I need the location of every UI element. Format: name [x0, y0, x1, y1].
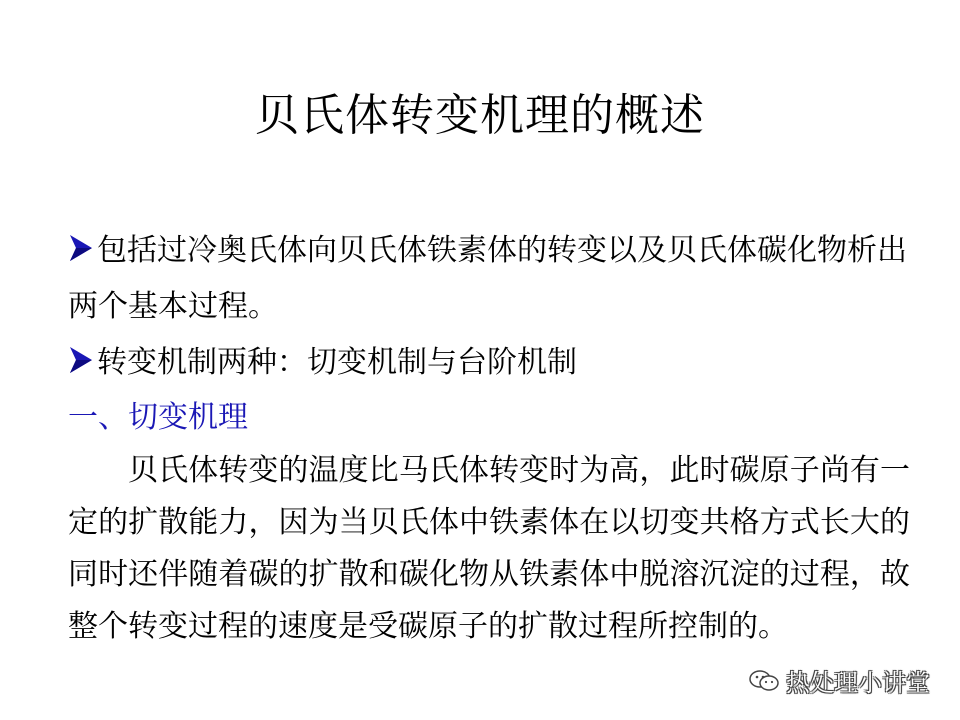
- slide-title: 贝氏体转变机理的概述: [255, 90, 705, 141]
- bullet-text: 转变机制两种：切变机制与台阶机制: [97, 345, 577, 380]
- bullet-text: 包括过冷奥氏体向贝氏体铁素体的转变以及贝氏体碳化物析出两个基本过程。: [68, 233, 907, 324]
- section-heading: 一、切变机理: [68, 400, 248, 435]
- arrow-bullet-icon: [68, 233, 94, 263]
- bullet-item-2: [68, 335, 910, 391]
- body-paragraph: 贝氏体转变的温度比马氏体转变时为高，此时碳原子尚有一定的扩散能力，因为当贝氏体中铁素体在以切变共格方式长大的同时还伴随着碳的扩散和碳化物从铁素体中脱溶沉淀的过程，故整个转变过程的速度是受碳原子的扩散过程所控制的。: [68, 453, 910, 644]
- watermark: [748, 663, 930, 698]
- watermark-text: 热处理小讲堂: [786, 669, 930, 697]
- bullet-item-1: [68, 223, 910, 335]
- wechat-icon: [748, 668, 780, 694]
- slide-content: [68, 223, 910, 653]
- arrow-bullet-icon: [68, 345, 94, 375]
